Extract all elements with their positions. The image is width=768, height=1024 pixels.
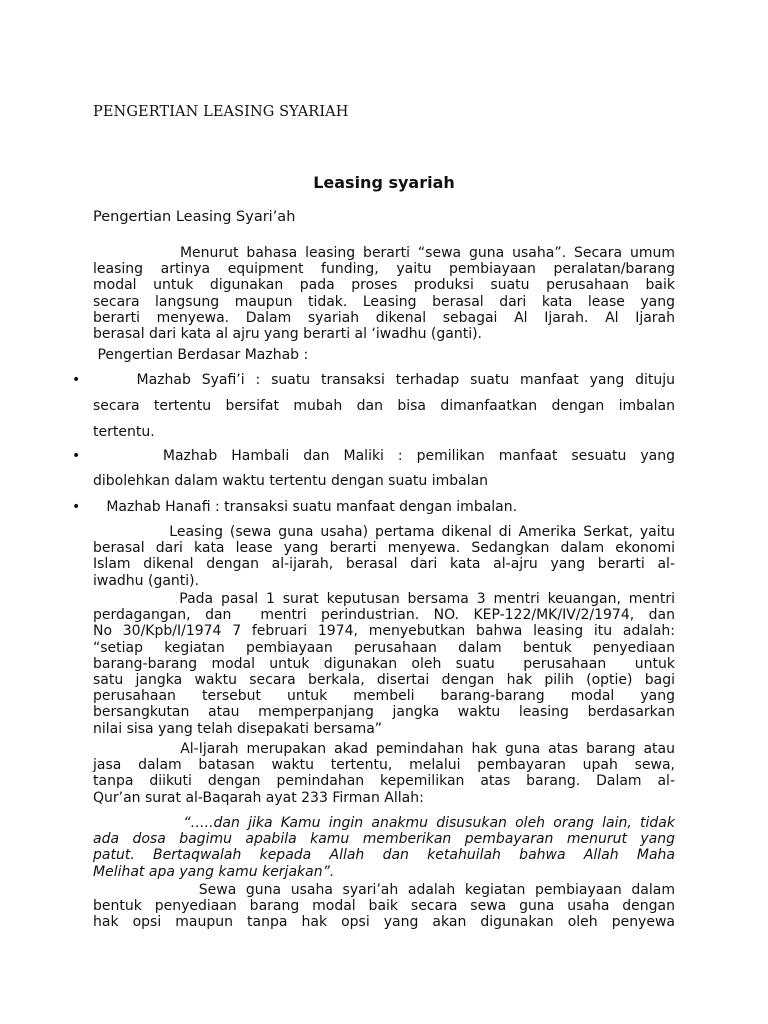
bullet-icon: •: [72, 448, 81, 464]
text-line: perdagangan, dan mentri perindustrian. NO. KEP-122/MK/IV/2/1974, dan: [93, 607, 675, 624]
text-line: Al-Ijarah merupakan akad pemindahan hak guna atas barang atau: [93, 741, 675, 757]
text-line: ada dosa bagimu apabila kamu memberikan pembayaran menurut yang: [93, 831, 675, 848]
text-line: modal untuk digunakan pada proses produksi suatu perusahaan baik: [93, 277, 675, 294]
text-line: Islam dikenal dengan al-ijarah, berasal dari kata al-ajru yang berarti al-: [93, 556, 675, 573]
paragraph-definition: [93, 245, 675, 342]
text-line: perusahaan tersebut untuk membeli barang-barang modal yang: [93, 688, 675, 705]
bullet-hanafi-line: Mazhab Hanafi : transaksi suatu manfaat dengan imbalan.: [93, 499, 518, 515]
text-line: “setiap kegiatan pembiayaan perusahaan dalam bentuk penyediaan: [93, 639, 675, 656]
text-line: Qur’an surat al-Baqarah ayat 233 Firman Allah:: [93, 789, 424, 806]
text-line: secara langsung maupun tidak. Leasing berasal dari kata lease yang: [93, 293, 675, 310]
text-line: jasa dalam batasan waktu tertentu, melalui pembayaran upah sewa,: [93, 757, 675, 774]
section-subtitle: Pengertian Leasing Syari’ah: [93, 209, 296, 225]
bullet-hambali-line: dibolehkan dalam waktu tertentu dengan suatu imbalan: [93, 473, 489, 489]
text-line: berarti menyewa. Dalam syariah dikenal sebagai Al Ijarah. Al Ijarah: [93, 309, 675, 326]
text-line: berasal dari kata al ajru yang berarti al ‘iwadhu (ganti).: [93, 325, 482, 342]
text-line: berasal dari kata lease yang berarti menyewa. Sedangkan dalam ekonomi: [93, 540, 675, 557]
page-title: Leasing syariah: [313, 173, 455, 192]
text-line: Menurut bahasa leasing berarti “sewa guna usaha”. Secara umum: [93, 245, 675, 261]
text-line: leasing artinya equipment funding, yaitu pembiayaan peralatan/barang: [93, 261, 675, 278]
paragraph-sewa-guna: [93, 882, 675, 931]
document-heading: PENGERTIAN LEASING SYARIAH: [93, 104, 349, 120]
text-line: bentuk penyediaan barang modal baik secara sewa guna usaha dengan: [93, 898, 675, 915]
text-line: patut. Bertaqwalah kepada Allah dan ketahuilah bahwa Allah Maha: [93, 847, 675, 864]
text-line: hak opsi maupun tanpa hak opsi yang akan digunakan oleh penyewa: [93, 914, 675, 931]
mazhab-heading: Pengertian Berdasar Mazhab :: [93, 347, 309, 363]
text-line: nilai sisa yang telah disepakati bersama”: [93, 720, 383, 737]
text-line: Leasing (sewa guna usaha) pertama dikenal di Amerika Serkat, yaitu: [93, 524, 675, 540]
text-line: Pada pasal 1 surat keputusan bersama 3 mentri keuangan, mentri: [93, 591, 675, 607]
text-line: Sewa guna usaha syari’ah adalah kegiatan pembiayaan dalam: [93, 882, 675, 898]
bullet-icon: •: [72, 372, 81, 388]
text-line: barang-barang modal untuk digunakan oleh suatu perusahaan untuk: [93, 655, 675, 672]
bullet-hambali-line: Mazhab Hambali dan Maliki : pemilikan manfaat sesuatu yang: [93, 448, 675, 464]
paragraph-al-ijarah: [93, 741, 675, 806]
bullet-syafii-line: secara tertentu bersifat mubah dan bisa dimanfaatkan dengan imbalan: [93, 398, 675, 414]
paragraph-history: [93, 524, 675, 589]
text-line: No 30/Kpb/I/1974 7 februari 1974, menyebutkan bahwa leasing itu adalah:: [93, 623, 675, 640]
bullet-icon: •: [72, 499, 81, 515]
text-line: iwadhu (ganti).: [93, 572, 200, 589]
text-line: tanpa diikuti dengan pemindahan kepemilikan atas barang. Dalam al-: [93, 773, 675, 790]
bullet-syafii-line: tertentu.: [93, 424, 155, 440]
paragraph-regulation: [93, 591, 675, 737]
text-line: satu jangka waktu secara berkala, disertai dengan hak pilih (optie) bagi: [93, 671, 675, 688]
quran-quote: [93, 815, 675, 880]
text-line: bersangkutan atau memperpanjang jangka waktu leasing berdasarkan: [93, 704, 675, 721]
bullet-syafii-line: Mazhab Syafi’i : suatu transaksi terhadap suatu manfaat yang dituju: [93, 372, 675, 388]
text-line: Melihat apa yang kamu kerjakan”.: [93, 863, 335, 880]
text-line: “…..dan jika Kamu ingin anakmu disusukan oleh orang lain, tidak: [93, 815, 675, 831]
